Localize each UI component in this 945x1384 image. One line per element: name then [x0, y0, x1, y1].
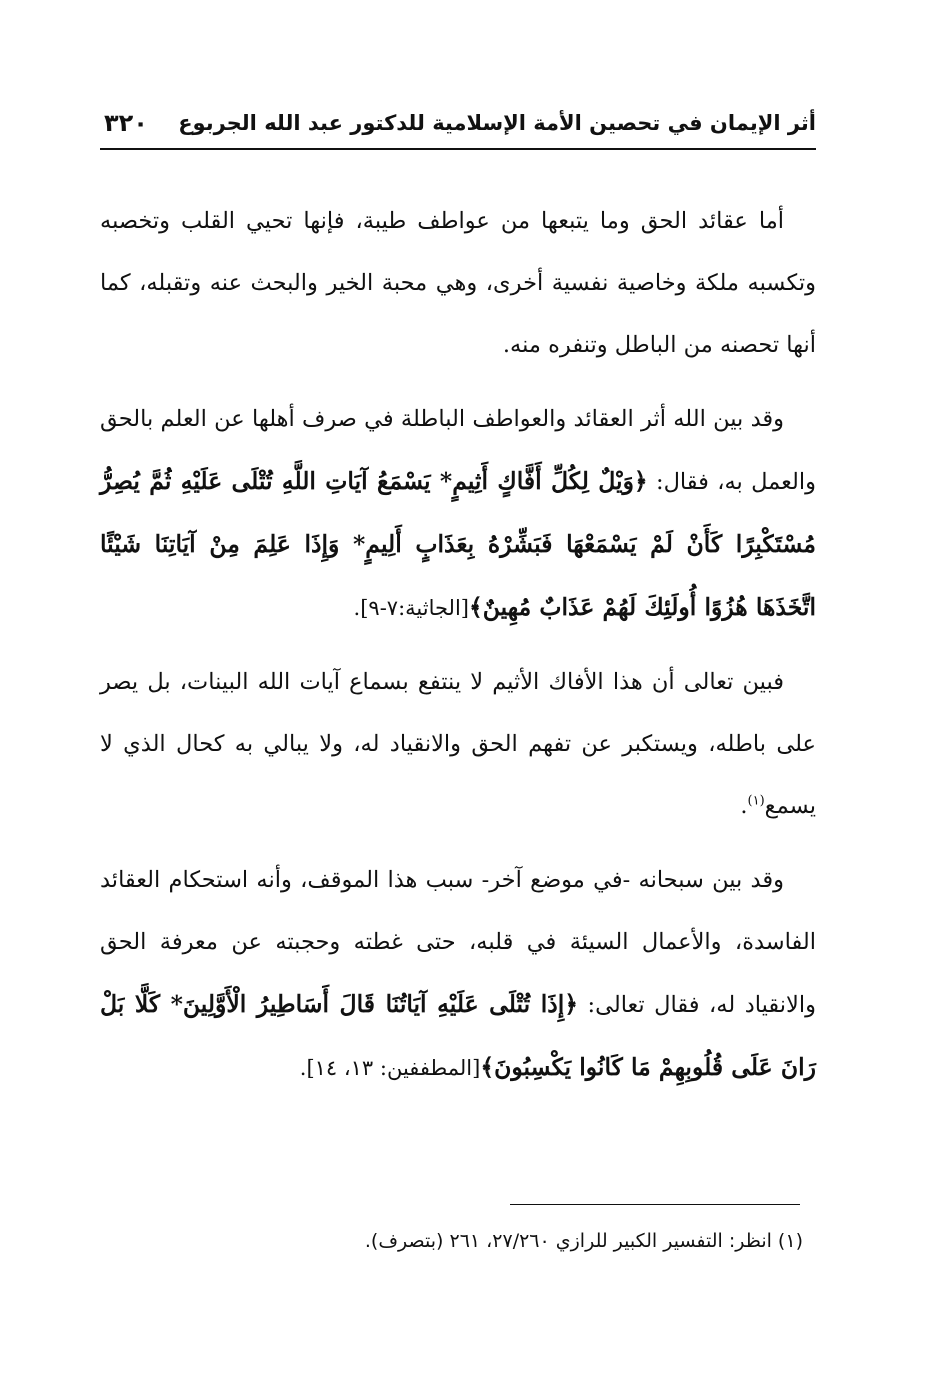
paragraph-1-text: أما عقائد الحق وما يتبعها من عواطف طيبة، فإنها تحيي القلب وتخصبه وتكسبه ملكة وخاصية نفسية أخرى، وهي محبة الخير والبحث عنه وتقبله، كما أنها تحصنه من الباطل وتنفره منه.	[100, 208, 816, 358]
footnote	[100, 1230, 803, 1252]
page-header	[100, 98, 816, 150]
footnote-divider	[510, 1204, 800, 1205]
quran-verse-mutaffifin: ﴿إِذَا تُتْلَى عَلَيْهِ آيَاتُنَا قَالَ أَسَاطِيرُ الْأَوَّلِينَ* كَلَّا بَلْ رَانَ عَلَى قُلُوبِهِمْ مَا كَانُوا يَكْسِبُونَ﴾	[100, 990, 816, 1081]
paragraph-2-intro: وقد بين الله أثر العقائد والعواطف الباطلة في صرف أهلها عن العلم بالحق والعمل به، فقال:	[100, 406, 816, 495]
main-text	[100, 190, 816, 1111]
paragraph-1	[100, 190, 816, 376]
paragraph-3-end: .	[740, 793, 748, 819]
paragraph-3	[100, 651, 816, 837]
footnote-text: (١) انظر: التفسير الكبير للرازي ٢٧/٢٦٠، ٢٦١ (بتصرف).	[364, 1230, 803, 1252]
paragraph-3-text: فبين تعالى أن هذا الأفاك الأثيم لا ينتفع بسماع آيات الله البينات، بل يصر على باطله، ويستكبر عن تفهم الحق والانقياد له، ولا يبالي به كحال الذي لا يسمع	[100, 669, 816, 819]
running-title: أثر الإيمان في تحصين الأمة الإسلامية للدكتور عبد الله الجربوع	[178, 111, 816, 135]
paragraph-4-intro: وقد بين سبحانه -في موضع آخر- سبب هذا الموقف، وأنه استحكام العقائد الفاسدة، والأعمال السيئة في قلبه، حتى غطته وحجبته عن معرفة الحق والانقياد له، فقال تعالى:	[100, 867, 816, 1018]
paragraph-2	[100, 388, 816, 639]
footnote-reference: (١)	[747, 793, 765, 809]
paragraph-4	[100, 849, 816, 1099]
verse-reference-jathiya: [الجاثية:٧-٩].	[353, 596, 469, 620]
verse-reference-mutaffifin: [المطففين: ١٣، ١٤].	[299, 1056, 481, 1080]
page-number: ٣٢٠	[104, 109, 148, 137]
quran-verse-jathiya: ﴿وَيْلٌ لِكُلِّ أَفَّاكٍ أَثِيمٍ* يَسْمَعُ آيَاتِ اللَّهِ تُتْلَى عَلَيْهِ ثُمَّ يُصِرُّ مُسْتَكْبِرًا كَأَنْ لَمْ يَسْمَعْهَا فَبَشِّرْهُ بِعَذَابٍ أَلِيمٍ* وَإِذَا عَلِمَ مِنْ آيَاتِنَا شَيْئًا اتَّخَذَهَا هُزُوًا أُولَئِكَ لَهُمْ عَذَابٌ مُهِينٌ﴾	[100, 467, 816, 621]
